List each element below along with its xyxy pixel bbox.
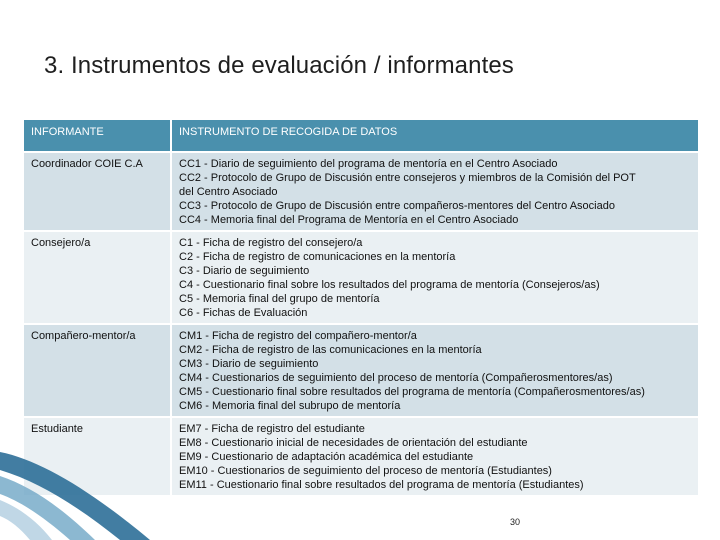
header-instrumento: INSTRUMENTO DE RECOGIDA DE DATOS xyxy=(172,120,698,153)
instrument-line: del Centro Asociado xyxy=(179,186,278,198)
instrument-line: CM3 - Diario de seguimiento xyxy=(179,358,319,370)
instrument-line: C3 - Diario de seguimiento xyxy=(179,265,310,277)
instrument-line: CC1 - Diario de seguimiento del programa de mentoría en el Centro Asociado xyxy=(179,158,558,170)
informante-cell: Consejero/a xyxy=(24,232,172,325)
page-number: 30 xyxy=(510,517,521,527)
instrument-line: EM10 - Cuestionarios de seguimiento del proceso de mentoría (Estudiantes) xyxy=(179,465,552,477)
table-row xyxy=(24,232,698,325)
instrument-line: EM11 - Cuestionario final sobre resultados del programa de mentoría (Estudiantes) xyxy=(179,479,584,491)
instrument-line: C1 - Ficha de registro del consejero/a xyxy=(179,237,363,249)
instrumentos-cell xyxy=(172,325,698,418)
header-informante: INFORMANTE xyxy=(24,120,172,153)
table-row xyxy=(24,153,698,232)
instrument-line: C5 - Memoria final del grupo de mentoría xyxy=(179,293,380,305)
instrument-line: CC3 - Protocolo de Grupo de Discusión entre compañeros-mentores del Centro Asociado xyxy=(179,200,615,212)
instrument-line: CM2 - Ficha de registro de las comunicaciones en la mentoría xyxy=(179,344,482,356)
instrumentos-cell xyxy=(172,232,698,325)
instrumentos-cell xyxy=(172,153,698,232)
informante-cell: Coordinador COIE C.A xyxy=(24,153,172,232)
informante-cell: Compañero-mentor/a xyxy=(24,325,172,418)
table-header-row xyxy=(24,120,698,153)
informante-cell: Estudiante xyxy=(24,418,172,497)
instrument-line: CM6 - Memoria final del subrupo de mentoría xyxy=(179,400,401,412)
instrument-line: EM8 - Cuestionario inicial de necesidades de orientación del estudiante xyxy=(179,437,528,449)
instrument-line: EM9 - Cuestionario de adaptación académica del estudiante xyxy=(179,451,474,463)
instrument-line: CM1 - Ficha de registro del compañero-mentor/a xyxy=(179,330,417,342)
instrument-line: C6 - Fichas de Evaluación xyxy=(179,307,308,319)
instrument-line: CC4 - Memoria final del Programa de Mentoría en el Centro Asociado xyxy=(179,214,519,226)
instrument-line: C4 - Cuestionario final sobre los resultados del programa de mentoría (Consejeros/as) xyxy=(179,279,600,291)
decorative-swoosh xyxy=(0,430,150,540)
table-row xyxy=(24,325,698,418)
instrument-line: EM7 - Ficha de registro del estudiante xyxy=(179,423,365,435)
slide-title: 3. Instrumentos de evaluación / informantes xyxy=(44,52,514,79)
instrument-line: CC2 - Protocolo de Grupo de Discusión entre consejeros y miembros de la Comisión del POT xyxy=(179,172,636,184)
instrument-line: CM5 - Cuestionario final sobre resultados del programa de mentoría (Compañerosmentores/as) xyxy=(179,386,645,398)
instrument-line: CM4 - Cuestionarios de seguimiento del proceso de mentoría (Compañerosmentores/as) xyxy=(179,372,613,384)
instrumentos-cell xyxy=(172,418,698,497)
instrument-line: C2 - Ficha de registro de comunicaciones en la mentoría xyxy=(179,251,456,263)
